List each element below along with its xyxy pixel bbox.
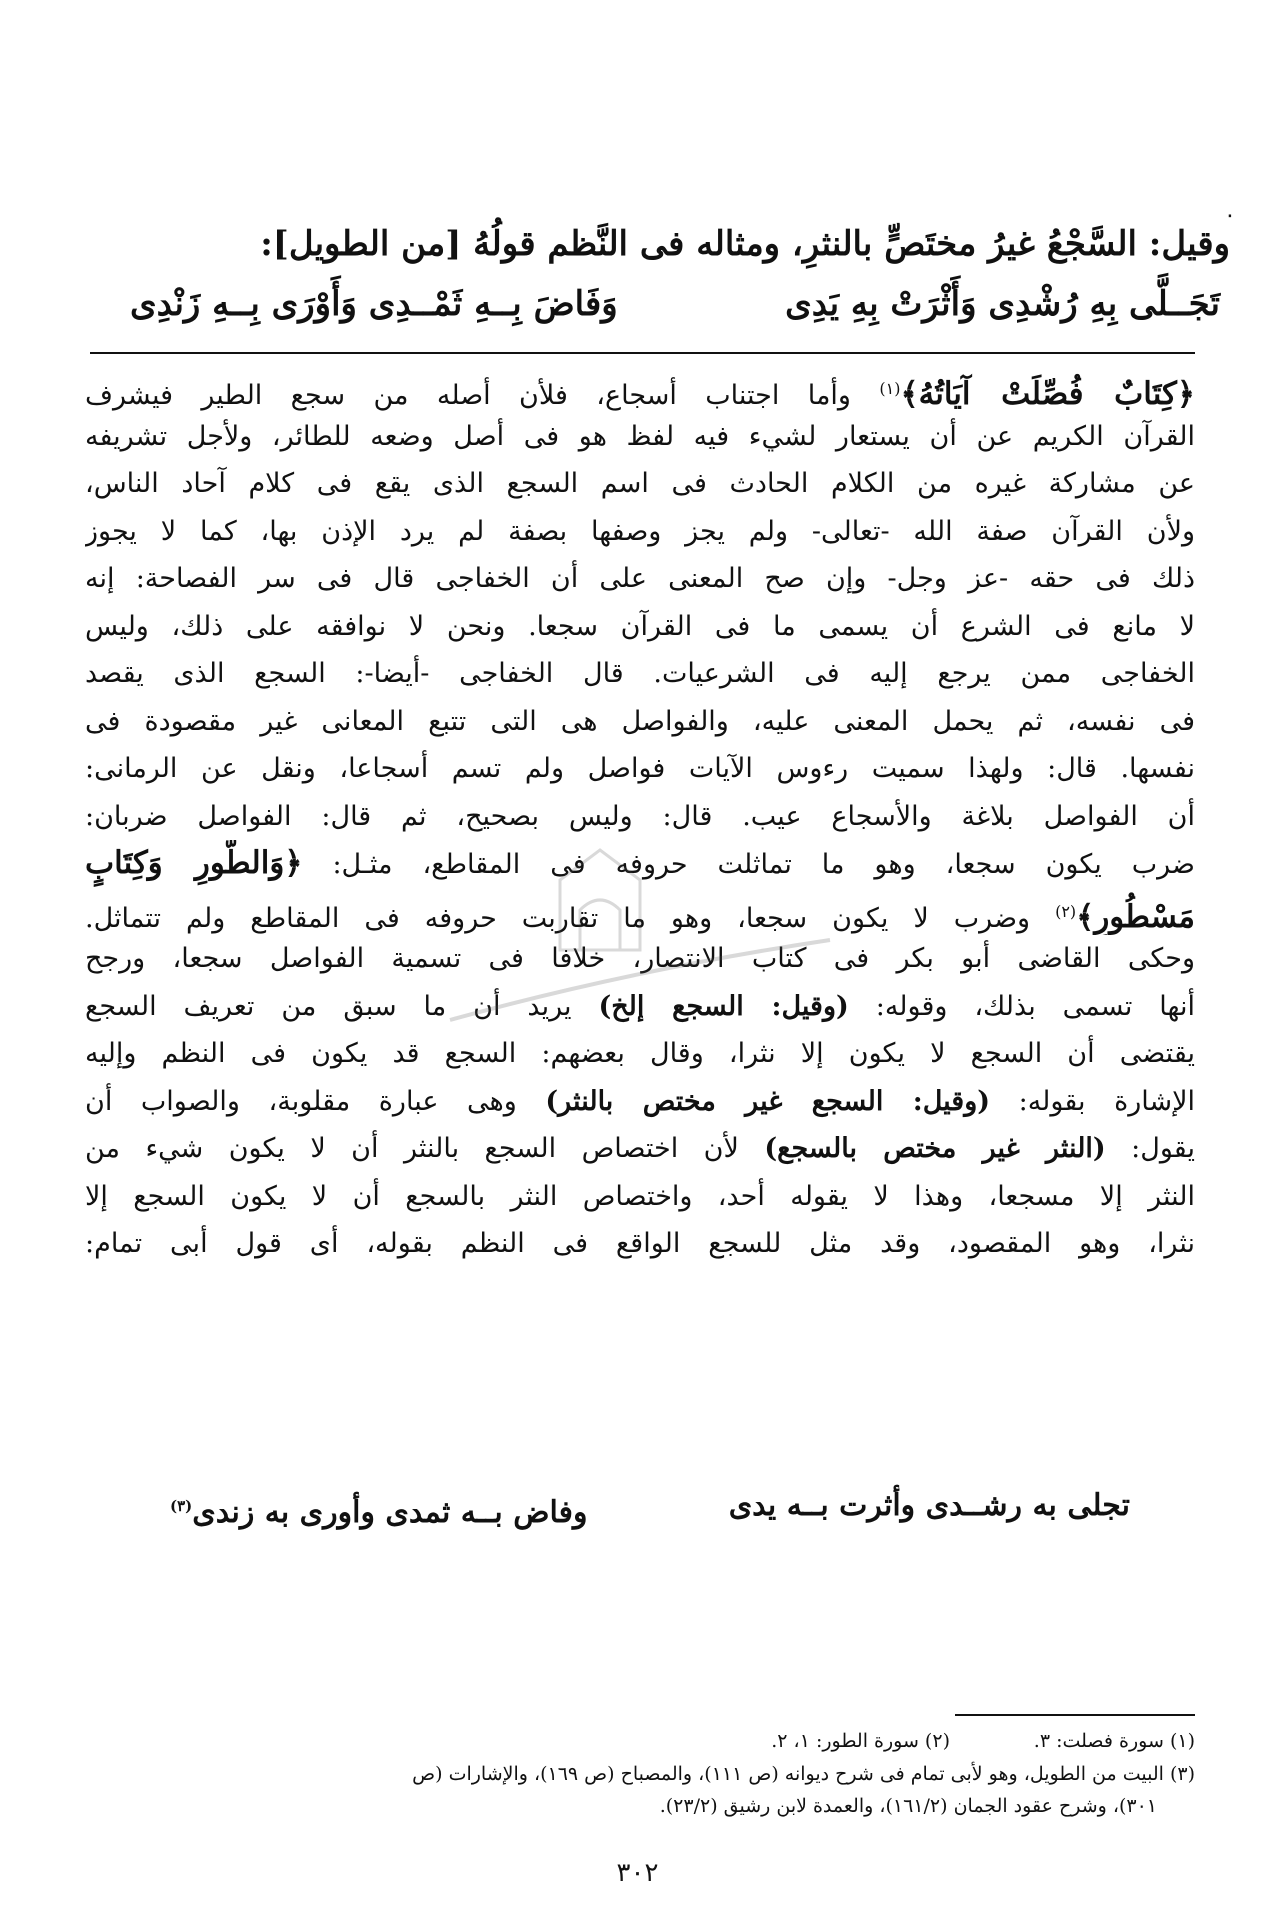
matn-verse: [130, 273, 1220, 335]
commentary-line-7: الخفاجى ممن يرجع إليه فى الشرعيات. قال الخفاجى -أيضا-: السجع الذى يقصد: [85, 658, 1195, 689]
footnote-separator-rule: [955, 1714, 1195, 1716]
verse-first-hemistich: تَجَــلَّى بِهِ رُشْدِى وَأَثْرَتْ بِهِ يَدِى: [785, 284, 1220, 324]
commentary-line-1: [85, 365, 1195, 413]
commentary-line-17: [85, 1125, 1195, 1173]
verse-text: وفاض بــه ثمدى وأورى به زندى: [192, 1495, 588, 1530]
commentary-line-5: ذلك فى حقه -عز وجل- وإن صح المعنى على أن الخفاجى قال فى سر الفصاحة: إنه: [85, 563, 1195, 594]
footnote-ref-3: (٣): [170, 1497, 193, 1515]
commentary-line-15: يقتضى أن السجع لا يكون إلا نثرا، وقال بعضهم: السجع قد يكون فى النظم وإليه: [85, 1038, 1195, 1069]
verse-second-hemistich: [170, 1475, 587, 1544]
commentary-text: أنها تسمى بذلك، وقوله:: [875, 990, 1195, 1022]
commentary-text: وهى عبارة مقلوبة، والصواب أن: [85, 1085, 517, 1117]
commentary-line-6: لا مانع فى الشرع أن يسمى ما فى القرآن سجعا. ونحن لا نوافقه على ذلك، وليس: [85, 610, 1195, 642]
commentary-text: وأما اجتناب أسجاع، فلأن أصله من سجع الطير فيشرف: [85, 380, 851, 411]
commentary-line-9: نفسها. قال: ولهذا سميت رءوس الآيات فواصل ولم تسم أسجاعا، ونقل عن الرمانى:: [85, 753, 1195, 784]
matn-citation: (النثر غير مختص بالسجع): [764, 1133, 1106, 1164]
quran-quote: مَسْطُورٍ﴾: [1076, 898, 1195, 935]
page-number: ٣٠٢: [616, 1858, 659, 1888]
watermark-logo: [430, 820, 850, 1080]
footnote-ref-1: (١): [879, 379, 901, 398]
commentary-text: وضرب لا يكون سجعا، وهو ما تقاربت حروفه فى المقاطع ولم تتماثل.: [85, 902, 1031, 934]
footnote-ref-2: (٢): [1055, 901, 1077, 921]
commentary-line-4: ولأن القرآن صفة الله -تعالى- ولم يجز وصفها بصفة لم يرد الإذن بها، كما لا يجوز: [85, 515, 1195, 547]
footnotes-block: [85, 1724, 1195, 1822]
commentary-text: لأن اختصاص السجع بالنثر أن لا يكون شيء من: [85, 1133, 739, 1164]
footnote-3-continued: ٣٠١)، وشرح عقود الجمان (١٦١/٢)، والعمدة لابن رشيق (٢٣/٢).: [659, 1795, 1157, 1817]
commentary-text: يقول:: [1131, 1133, 1195, 1164]
matn-citation: (وقيل: السجع إلخ): [598, 990, 849, 1022]
matn-block: [120, 215, 1230, 335]
commentary-line-19: نثرا، وهو المقصود، وقد مثل للسجع الواقع فى النظم بقوله، أى قول أبى تمام:: [85, 1228, 1195, 1259]
commentary-line-16: [85, 1078, 1195, 1126]
footnote-2: (٢) سورة الطور: ١، ٢.: [771, 1730, 950, 1752]
verse-second-hemistich: وَفَاضَ بِــهِ ثَمْــدِى وَأَوْرَى بِــهِ زَنْدِى: [130, 284, 618, 324]
matn-citation: (وقيل: السجع غير مختص بالنثر): [545, 1085, 991, 1117]
commentary-text: الإشارة بقوله:: [1018, 1085, 1195, 1117]
commentary-block: [85, 365, 1195, 1268]
commentary-text: يريد أن ما سبق من تعريف السجع: [85, 990, 572, 1022]
commentary-line-2: القرآن الكريم عن أن يستعار لشيء فيه لفظ هو فى أصل وضعه للطائر، ولأجل تشريفه: [85, 420, 1195, 452]
quran-quote: ﴿كِتَابٌ فُصِّلَتْ آيَاتُهُ﴾: [900, 376, 1195, 412]
commentary-verse: [170, 1475, 1130, 1544]
commentary-line-10: أن الفواصل بلاغة والأسجاع عيب. قال: وليس بصحيح، ثم قال: الفواصل ضربان:: [85, 800, 1195, 832]
matn-separator-rule: [90, 352, 1195, 354]
footnote-1: (١) سورة فصلت: ٣.: [1033, 1730, 1195, 1752]
commentary-line-3: عن مشاركة غيره من الكلام الحادث فى اسم السجع الذى يقع فى كلام آحاد الناس،: [85, 468, 1195, 499]
commentary-line-13: وحكى القاضى أبو بكر فى كتاب الانتصار، خلافا فى تسمية الفواصل سجعا، ورجح: [85, 943, 1195, 974]
verse-first-hemistich: تجلى به رشــدى وأثرت بــه يدى: [728, 1488, 1130, 1523]
commentary-line-8: فى نفسه، ثم يحمل المعنى عليه، والفواصل هى التى تتبع المعانى غير مقصودة فى: [85, 705, 1195, 737]
commentary-line-18: النثر إلا مسجعا، وهذا لا يقوله أحد، واختصاص النثر بالسجع أن لا يكون السجع إلا: [85, 1180, 1195, 1212]
matn-line: وقيل: السَّجْعُ غيرُ مختَصٍّ بالنثرِ، ومثاله فى النَّظم قولُهُ [من الطويل]:: [260, 224, 1230, 264]
footnotes-row: [85, 1724, 1195, 1758]
footnote-3: (٣) البيت من الطويل، وهو لأبى تمام فى شرح ديوانه (ص ١١١)، والمصباح (ص ١٦٩)، والإشارات (ص: [412, 1763, 1195, 1785]
commentary-text: ضرب يكون سجعا، وهو ما تماثلت حروفه فى المقاطع، مثـل:: [332, 849, 1195, 880]
line-marker: ٠: [1224, 203, 1236, 228]
quran-quote: ﴿وَالطُّورِ وَكِتَابٍ: [85, 845, 303, 881]
